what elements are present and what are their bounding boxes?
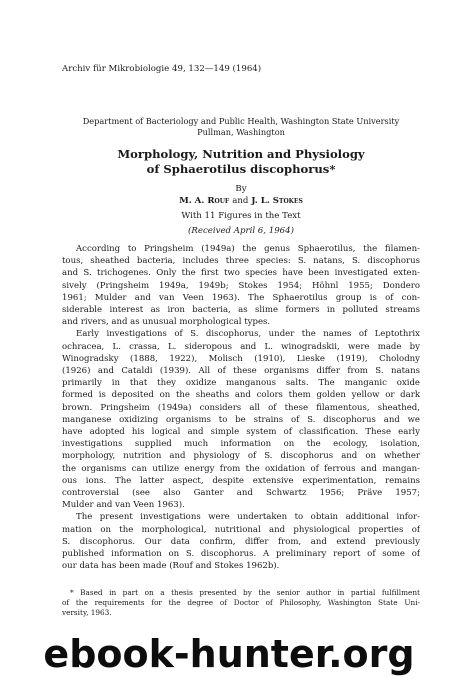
text-line: ochracea, L. crassa, L. sideropous and L. winogradskii, were made by xyxy=(62,341,420,352)
text-line: The present investigations were undertaken to obtain additional infor- xyxy=(76,512,420,523)
text-line: sively (Pringsheim 1949a, 1949b; Stokes 1954; Höhnl 1955; Dondero xyxy=(62,280,420,291)
text-line: our data has been made (Rouf and Stokes 1962b). xyxy=(62,561,280,572)
byline-by: By xyxy=(235,184,247,194)
text-line: published information on S. discophorus. A preliminary report of some of xyxy=(62,549,420,560)
received-date: (Received April 6, 1964) xyxy=(188,226,294,236)
text-line: have adopted his logical and simple system of classification. These early xyxy=(62,427,420,438)
text-line: manganese oxidizing organisms to be strains of S. discophorus and we xyxy=(62,414,420,425)
text-line: 1961; Mulder and van Veen 1963). The Sphaerotilus group is of con- xyxy=(62,292,420,303)
text-line: Early investigations of S. discophorus, under the names of Leptothrix xyxy=(76,329,420,340)
paragraph xyxy=(62,243,420,328)
text-line: mation on the morphological, nutritional and physiological properties of xyxy=(62,524,420,535)
footnote-line: of the requirements for the degree of Doctor of Philosophy, Washington State Uni- xyxy=(62,598,420,608)
text-line: morphology, nutrition and physiology of S. discophorus and on whether xyxy=(62,451,420,462)
paragraph xyxy=(62,511,420,572)
watermark-logo: ebook-hunter.org xyxy=(43,632,415,676)
text-line: (1926) and Cataldi (1939). All of these organisms differ from S. natans xyxy=(62,366,420,377)
text-line: investigations supplied much information on the ecology, isolation, xyxy=(62,439,420,450)
journal-citation: Archiv für Mikrobiologie 49, 132—149 (1964) xyxy=(62,64,262,74)
footnote xyxy=(62,588,420,619)
author-2: J. L. Stokes xyxy=(251,196,303,206)
footnote-line: versity, 1963. xyxy=(62,608,112,618)
text-line: S. discophorus. Our data confirm, differ from, and extend previously xyxy=(62,536,420,547)
text-line: brown. Pringsheim (1949a) considers all of these filamentous, sheathed, xyxy=(62,402,420,413)
footnote-line: * Based in part on a thesis presented by the senior author in partial fulfillment xyxy=(70,588,420,597)
text-line: formed is deposited on the sheaths and colors them golden yellow or dark xyxy=(62,390,420,401)
title-line-1: Morphology, Nutrition and Physiology xyxy=(117,147,365,161)
text-line: and rivers, and as unusual morphological types. xyxy=(62,317,271,328)
text-line: ous ions. The latter aspect, despite extensive experimentation, remains xyxy=(62,475,420,486)
text-line: siderable interest as iron bacteria, as slime formers in polluted streams xyxy=(62,305,420,316)
text-line: primarily in that they oxidize manganous salts. The manganic oxide xyxy=(62,378,420,389)
author-1: M. A. Rouf xyxy=(179,196,230,206)
text-line: tous, sheathed bacteria, includes three species: S. natans, S. discophorus xyxy=(62,256,420,267)
author-line xyxy=(60,196,422,207)
body-text xyxy=(62,243,420,572)
text-line: According to Pringsheim (1949a) the genus Sphaerotilus, the filamen- xyxy=(76,244,420,254)
figures-note: With 11 Figures in the Text xyxy=(181,211,301,221)
affiliation-line-1: Department of Bacteriology and Public Health, Washington State University xyxy=(82,116,400,126)
text-line: controversial (see also Ganter and Schwartz 1956; Präve 1957; xyxy=(62,488,420,499)
text-line: Mulder and van Veen 1963). xyxy=(62,500,185,511)
title-line-2: of Sphaerotilus discophorus* xyxy=(146,162,336,176)
affiliation-line-2: Pullman, Washington xyxy=(197,127,285,137)
text-line: the organisms can utilize energy from the oxidation of ferrous and mangan- xyxy=(62,463,420,474)
paragraph xyxy=(62,328,420,511)
author-conjunction: and xyxy=(232,196,249,206)
text-line: and S. trichogenes. Only the first two species have been investigated exten- xyxy=(62,268,420,279)
text-line: Winogradsky (1888, 1922), Molisch (1910), Lieske (1919), Cholodny xyxy=(62,353,420,364)
